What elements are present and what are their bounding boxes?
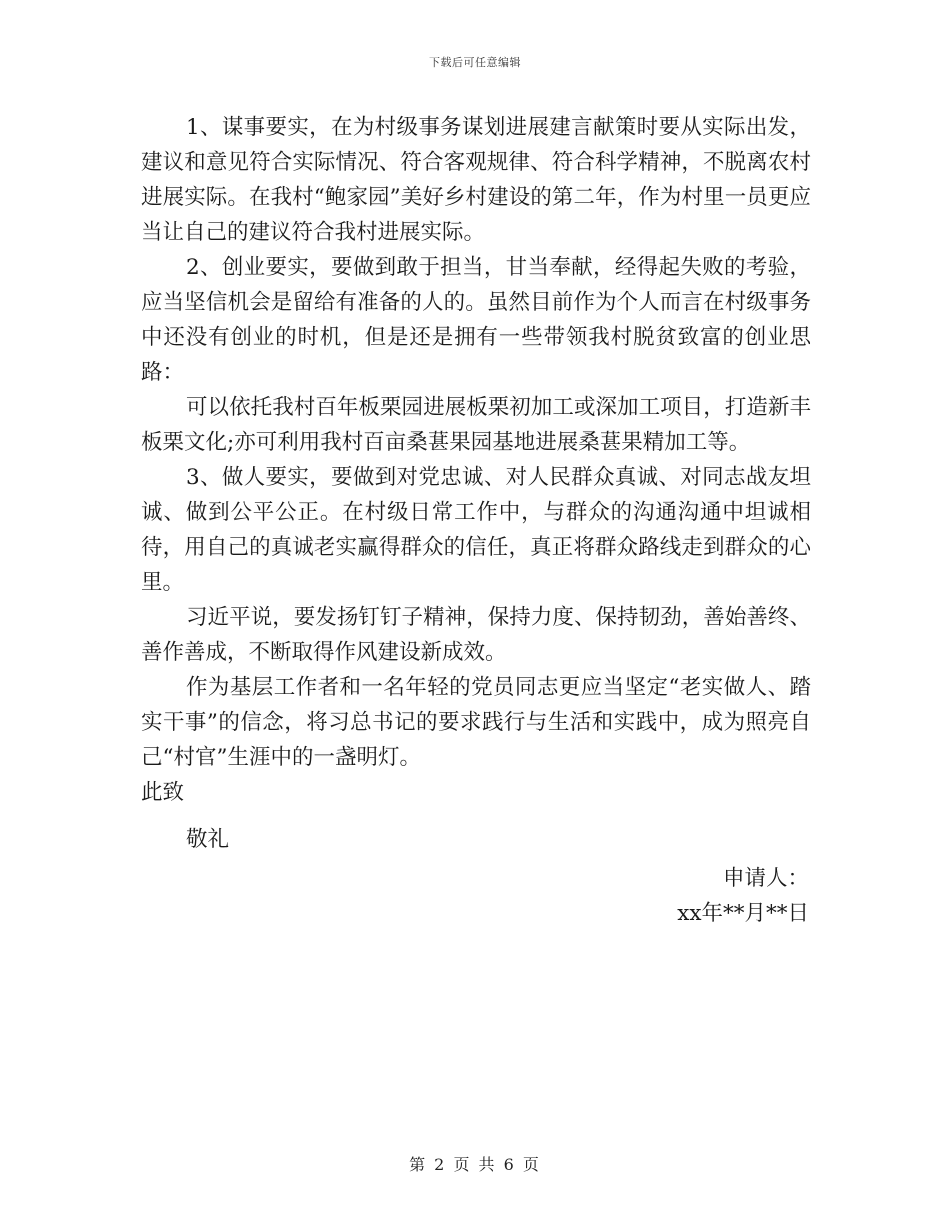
paragraph-5: 习近平说，要发扬钉钉子精神，保持力度、保持韧劲，善始善终、善作善成，不断取得作风建设新成效。 xyxy=(141,605,811,665)
paragraph-3: 可以依托我村百年板栗园进展板栗初加工或深加工项目，打造新丰板栗文化;亦可利用我村百亩桑葚果园基地进展桑葚果精加工等。 xyxy=(141,395,811,455)
paragraph-6: 作为基层工作者和一名年轻的党员同志更应当坚定“老实做人、踏实干事”的信念，将习总书记的要求践行与生活和实践中，成为照亮自己“村官”生涯中的一盏明灯。 xyxy=(141,675,811,770)
document-body xyxy=(141,110,811,931)
date-line: xx年**月**日 xyxy=(677,901,809,926)
applicant-label: 申请人： xyxy=(722,866,809,891)
closing-text: 此致 xyxy=(141,780,185,805)
paragraph-4: 3、做人要实，要做到对党忠诚、对人民群众真诚、对同志战友坦诚、做到公平公正。在村级日常工作中，与群众的沟通沟通中坦诚相待，用自己的真诚老实赢得群众的信任，真正将群众路线走到群众的心里。 xyxy=(141,465,811,595)
paragraph-2: 2、创业要实，要做到敢于担当，甘当奉献，经得起失败的考验，应当坚信机会是留给有准备的人的。虽然目前作为个人而言在村级事务中还没有创业的时机，但是还是拥有一些带领我村脱贫致富的创业思路： xyxy=(141,255,811,385)
paragraph-1: 1、谋事要实，在为村级事务谋划进展建言献策时要从实际出发，建议和意见符合实际情况、符合客观规律、符合科学精神，不脱离农村进展实际。在我村“鲍家园”美好乡村建设的第二年，作为村里一员更应当让自己的建议符合我村进展实际。 xyxy=(141,115,811,245)
page-header: 下载后可任意编辑 xyxy=(429,56,521,69)
page-footer: 第 2 页 共 6 页 xyxy=(409,1155,541,1174)
regards-text: 敬礼 xyxy=(186,827,230,852)
